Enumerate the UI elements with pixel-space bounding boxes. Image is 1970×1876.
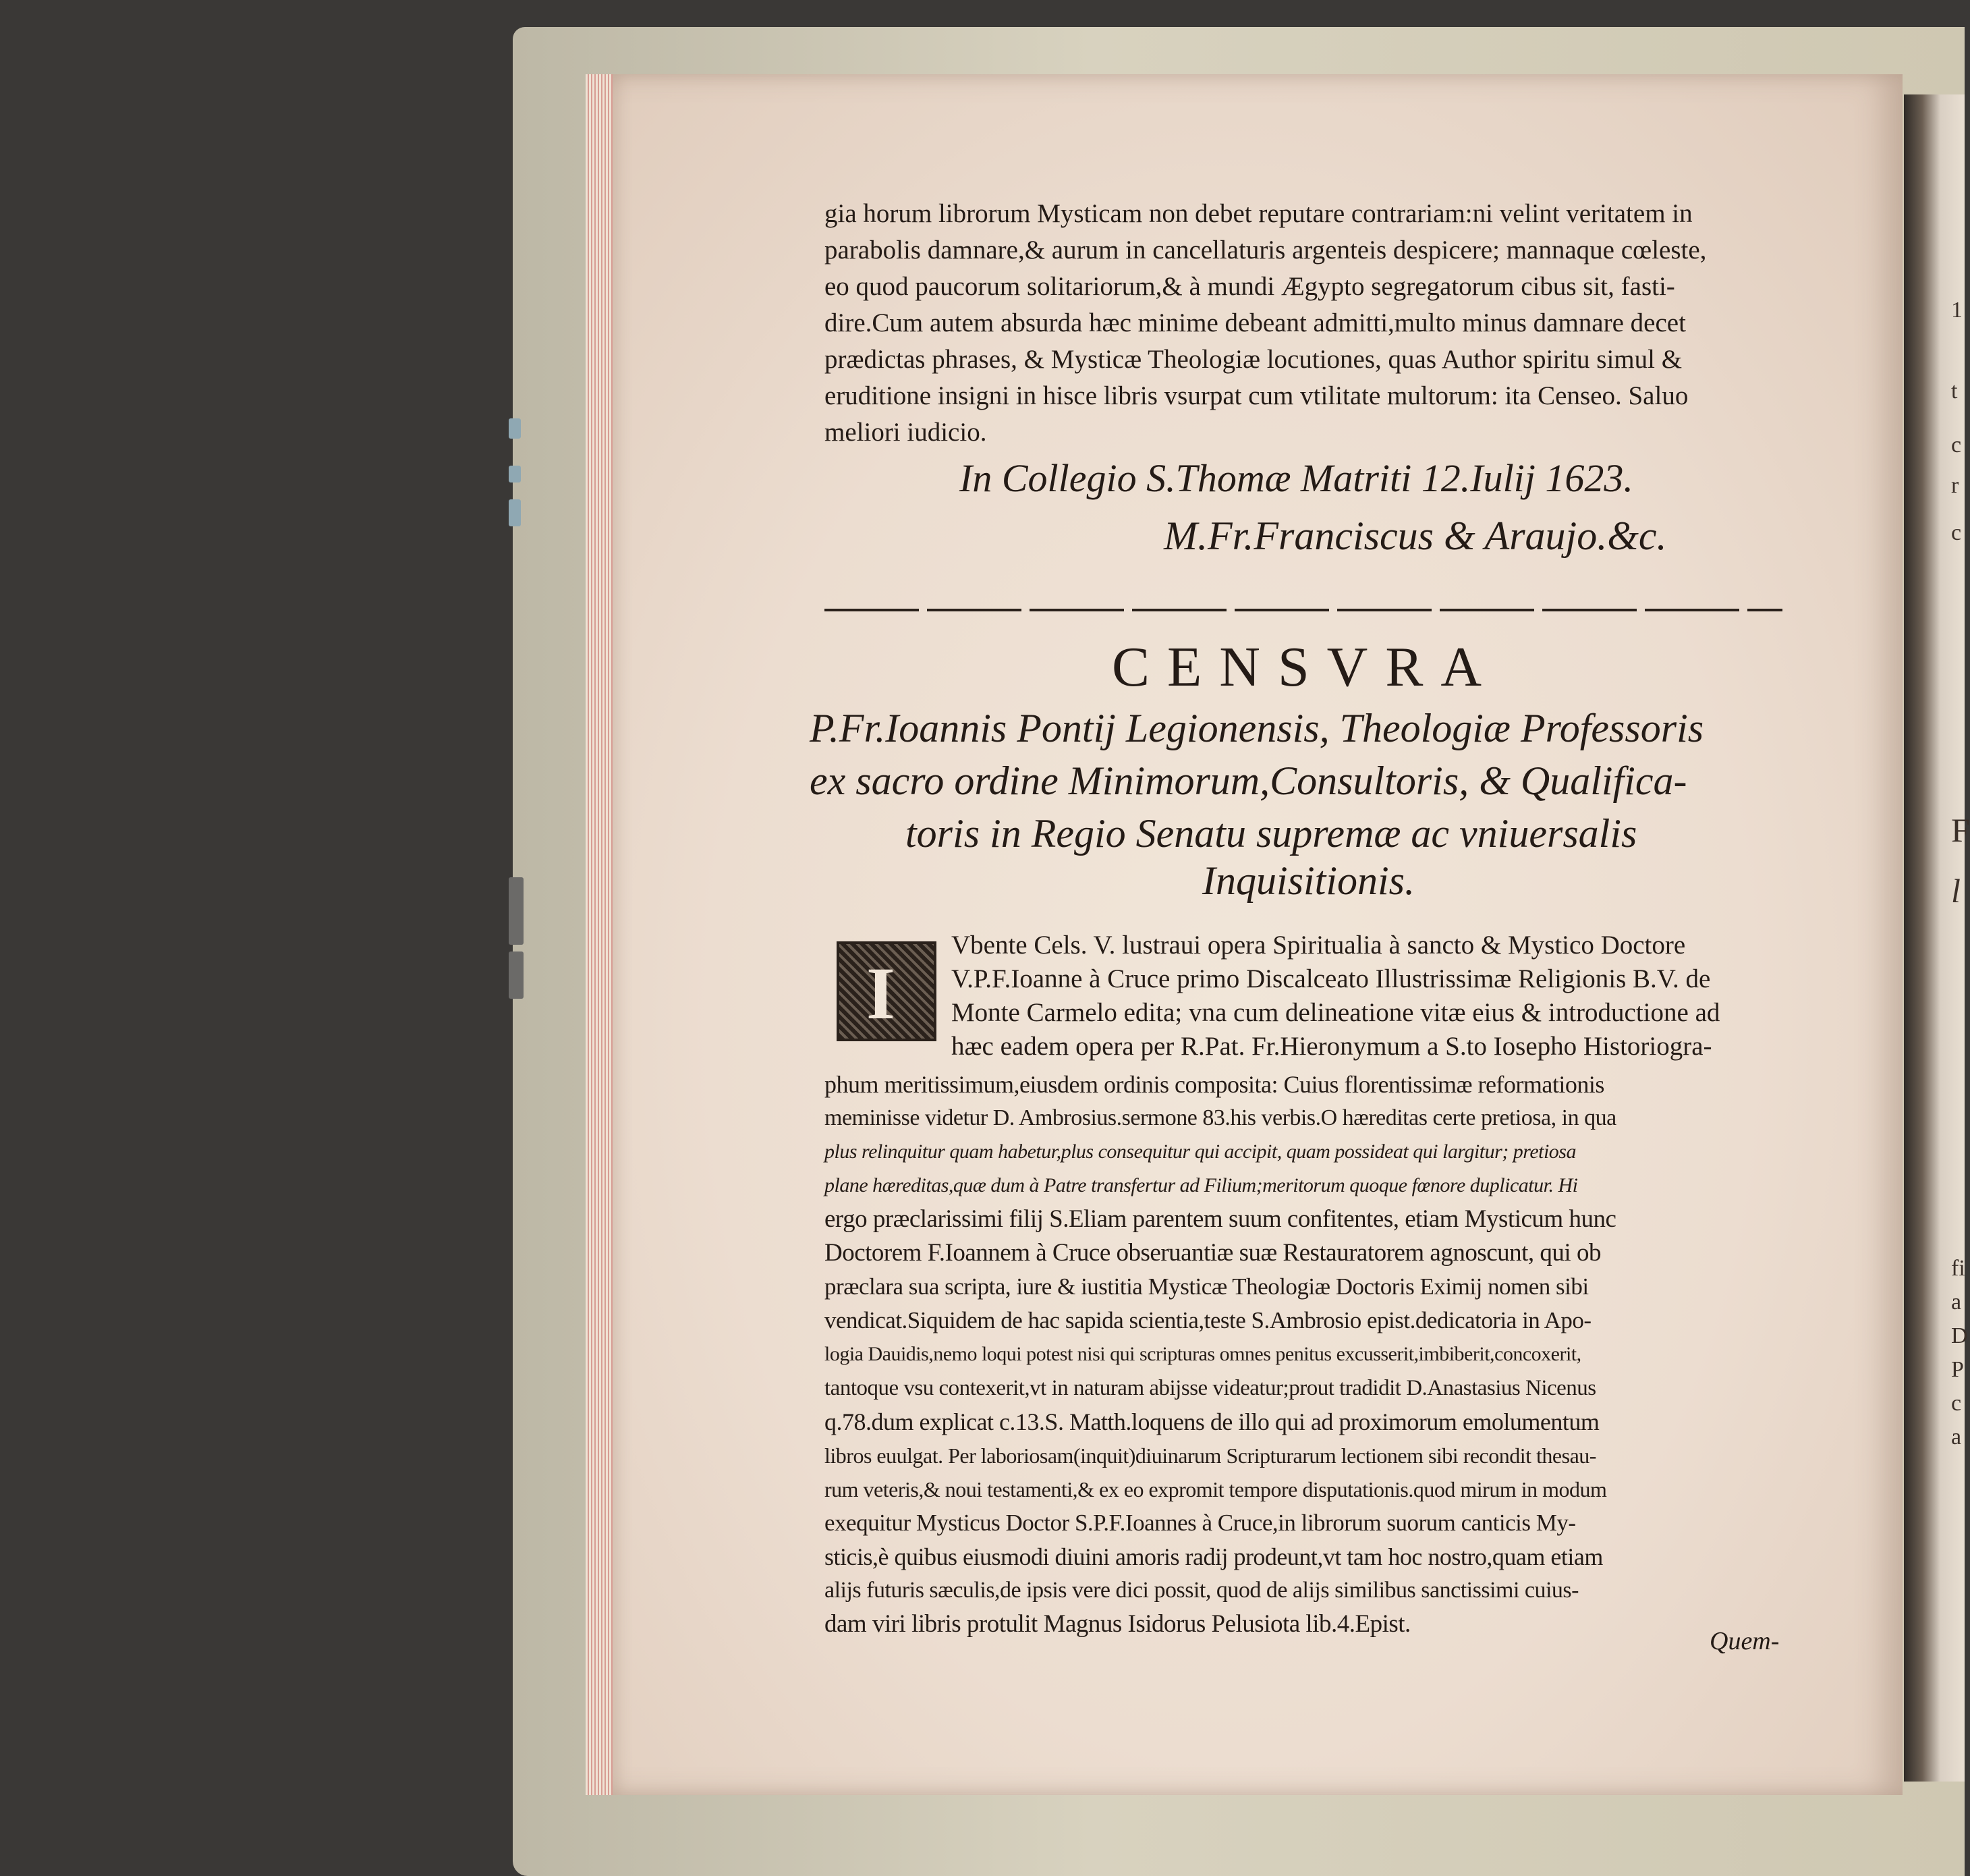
censura-body-line: Doctorem F.Ioannem à Cruce obseruantiæ suæ Restauratorem agnoscunt, qui ob	[824, 1239, 1601, 1267]
censura-subtitle-line: Inquisitionis.	[1202, 858, 1415, 903]
facing-page-edge	[1904, 94, 1970, 1782]
facing-page-fragment: t	[1951, 379, 1958, 404]
approval-text-line: dire.Cum autem absurda hæc minime debeant admitti,multo minus damnare decet	[824, 308, 1686, 337]
facing-page-fragment: c	[1951, 1391, 1962, 1416]
censura-body-line: meminisse videtur D. Ambrosius.sermone 83.his verbis.O hæreditas certe pretiosa, in qua	[824, 1105, 1616, 1130]
facing-page-fragment: c	[1951, 520, 1962, 545]
facing-page-fragment: a	[1951, 1290, 1962, 1315]
facing-page-fragment: D	[1951, 1323, 1968, 1348]
censura-body-line: plus relinquitur quam habetur,plus consequitur qui accipit, quam possideat qui largitur; pretiosa	[824, 1140, 1576, 1163]
catchword: Quem-	[1710, 1627, 1780, 1655]
facing-page-fragment: F	[1951, 811, 1970, 849]
censura-body-line: hæc eadem opera per R.Pat. Fr.Hieronymum a S.to Iosepho Historiogra-	[951, 1032, 1712, 1061]
censura-body-line: V.P.F.Ioanne à Cruce primo Discalceato Illustrissimæ Religionis B.V. de	[951, 964, 1711, 993]
censura-body-line: ergo præclarissimi filij S.Eliam parentem suum confitentes, etiam Mysticum hunc	[824, 1205, 1616, 1233]
censura-body-line: alijs futuris sæculis,de ipsis vere dici possit, quod de alijs similibus sanctissimi cuius-	[824, 1578, 1579, 1603]
facing-page-fragment: 1	[1951, 298, 1963, 323]
censura-subtitle-line: P.Fr.Ioannis Pontij Legionensis, Theologiæ Professoris	[810, 706, 1704, 750]
censura-subtitle-line: ex sacro ordine Minimorum,Consultoris, & Qualifica-	[810, 758, 1687, 803]
decorated-initial	[837, 941, 936, 1041]
censura-body-line: exequitur Mysticus Doctor S.P.F.Ioannes à Cruce,in librorum suorum canticis My-	[824, 1510, 1576, 1536]
facing-page-fragment: P	[1951, 1357, 1964, 1382]
page-edges	[586, 74, 613, 1795]
facing-page-fragment: a	[1951, 1425, 1962, 1450]
approval-signature: M.Fr.Franciscus & Araujo.&c.	[1164, 514, 1667, 558]
censura-body-line: sticis,è quibus eiusmodi diuini amoris radij prodeunt,vt tam hoc nostro,quam etiam	[824, 1543, 1603, 1570]
censura-body-line: Monte Carmelo edita; vna cum delineatione vitæ eius & introductione ad	[951, 998, 1720, 1027]
censura-body-line: plane hæreditas,quæ dum à Patre transfertur ad Filium;meritorum quoque fœnore duplicatur. Hi	[824, 1174, 1578, 1196]
censura-body-line: dam viri libris protulit Magnus Isidorus Pelusiota lib.4.Epist.	[824, 1610, 1411, 1638]
censura-body-line: præclara sua scripta, iure & iustitia Mysticæ Theologiæ Doctoris Eximij nomen sibi	[824, 1273, 1589, 1300]
section-divider	[824, 609, 1782, 611]
approval-text-line: gia horum librorum Mysticam non debet reputare contrariam:ni velint veritatem in	[824, 199, 1693, 228]
approval-text-line: meliori iudicio.	[824, 418, 987, 447]
initial-letter: I	[866, 952, 895, 1034]
censura-subtitle-line: toris in Regio Senatu supremæ ac vniuersalis	[905, 811, 1637, 856]
censura-body-line: vendicat.Siquidem de hac sapida scientia,teste S.Ambrosio epist.dedicatoria in Apo-	[824, 1307, 1592, 1333]
cover-clasp	[509, 499, 521, 526]
censura-body-line: q.78.dum explicat c.13.S. Matth.loquens de illo qui ad proximorum emolumentum	[824, 1408, 1600, 1435]
censura-body-line: libros euulgat. Per laboriosam(inquit)diuinarum Scripturarum lectionem sibi recondit thesau-	[824, 1443, 1596, 1468]
approval-text-line: prædictas phrases, & Mysticæ Theologiæ locutiones, quas Author spiritu simul &	[824, 345, 1683, 374]
facing-page-fragment: fi	[1951, 1256, 1965, 1281]
censura-body-line: Vbente Cels. V. lustraui opera Spiritualia à sancto & Mystico Doctore	[951, 931, 1686, 960]
censura-body-line: tantoque vsu contexerit,vt in naturam abijsse videatur;prout tradidit D.Anastasius Nicenus	[824, 1376, 1596, 1400]
approval-place-date: In Collegio S.Thomæ Matriti 12.Iulij 1623.	[959, 456, 1633, 500]
censura-body-line: logia Dauidis,nemo loqui potest nisi qui scripturas omnes penitus excusserit,imbiberit,concoxerit,	[824, 1343, 1581, 1365]
cover-clasp	[509, 418, 521, 439]
facing-page-fragment: r	[1951, 473, 1959, 498]
approval-text-line: parabolis damnare,& aurum in cancellaturis argenteis despicere; mannaque cœleste,	[824, 236, 1707, 265]
facing-page-fragment: l	[1951, 872, 1961, 910]
cover-clasp	[509, 466, 521, 482]
approval-text-line: eruditione insigni in hisce libris vsurpat cum vtilitate multorum: ita Censeo. Saluo	[824, 381, 1689, 410]
cover-clasp	[509, 951, 524, 999]
approval-text-line: eo quod paucorum solitariorum,& à mundi Ægypto segregatorum cibus sit, fasti-	[824, 272, 1675, 301]
cover-clasp	[509, 877, 524, 945]
censura-body-line: rum veteris,& noui testamenti,& ex eo expromit tempore disputationis.quod mirum in modum	[824, 1477, 1607, 1501]
censura-title: CENSVRA	[1111, 636, 1500, 698]
censura-body-line: phum meritissimum,eiusdem ordinis composita: Cuius florentissimæ reformationis	[824, 1071, 1604, 1098]
facing-page-fragment: c	[1951, 433, 1962, 458]
